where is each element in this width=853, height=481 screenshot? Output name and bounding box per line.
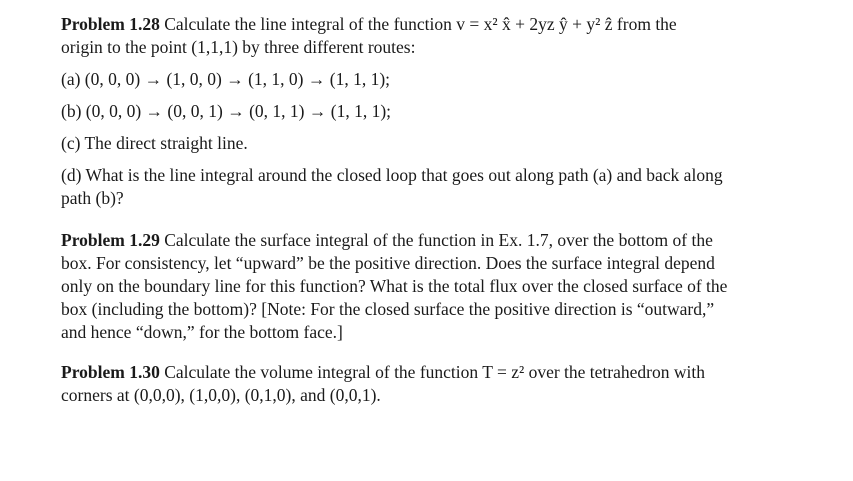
part-d-continued: path (b)? [61, 188, 124, 208]
problem-1-30-line-1 [61, 361, 803, 384]
problem-1-29-line-5: and hence “down,” for the bottom face.] [61, 322, 343, 342]
part-c: (c) The direct straight line. [61, 133, 248, 153]
problem-label: Problem 1.30 [61, 362, 160, 382]
problem-1-28 [61, 13, 803, 210]
problem-1-30-line-2: corners at (0,0,0), (1,0,0), (0,1,0), and (0,0,1). [61, 385, 381, 405]
part-d: (d) What is the line integral around the closed loop that goes out along path (a) and back along [61, 165, 723, 185]
problem-text: from the [612, 14, 677, 34]
problem-1-28-line-1 [61, 13, 803, 36]
problem-text: Calculate the volume integral of the function T = z² over the tetrahedron with [164, 362, 705, 382]
part-a: (a) (0, 0, 0) → (1, 0, 0) → (1, 1, 0) → (1, 1, 1); [61, 69, 391, 89]
function-expression: v = x² x̂ + 2yz ŷ + y² ẑ [456, 14, 613, 34]
textbook-page [61, 10, 803, 407]
problem-text: Calculate the line integral of the function [164, 14, 457, 34]
problem-label: Problem 1.28 [61, 14, 160, 34]
problem-1-29-line-2: box. For consistency, let “upward” be the positive direction. Does the surface integral depend [61, 253, 715, 273]
problem-label: Problem 1.29 [61, 230, 160, 250]
problem-1-29-line-3: only on the boundary line for this function? What is the total flux over the closed surface of the [61, 276, 728, 296]
problem-1-28-line-2: origin to the point (1,1,1) by three different routes: [61, 37, 416, 57]
problem-text: Calculate the surface integral of the function in Ex. 1.7, over the bottom of the [164, 230, 713, 250]
problem-1-30 [61, 361, 803, 407]
problem-1-29-line-4: box (including the bottom)? [Note: For the closed surface the positive direction is “outward,” [61, 299, 715, 319]
problem-1-29-line-1 [61, 229, 803, 252]
part-b: (b) (0, 0, 0) → (0, 0, 1) → (0, 1, 1) → (1, 1, 1); [61, 101, 392, 121]
problem-1-29 [61, 229, 803, 344]
